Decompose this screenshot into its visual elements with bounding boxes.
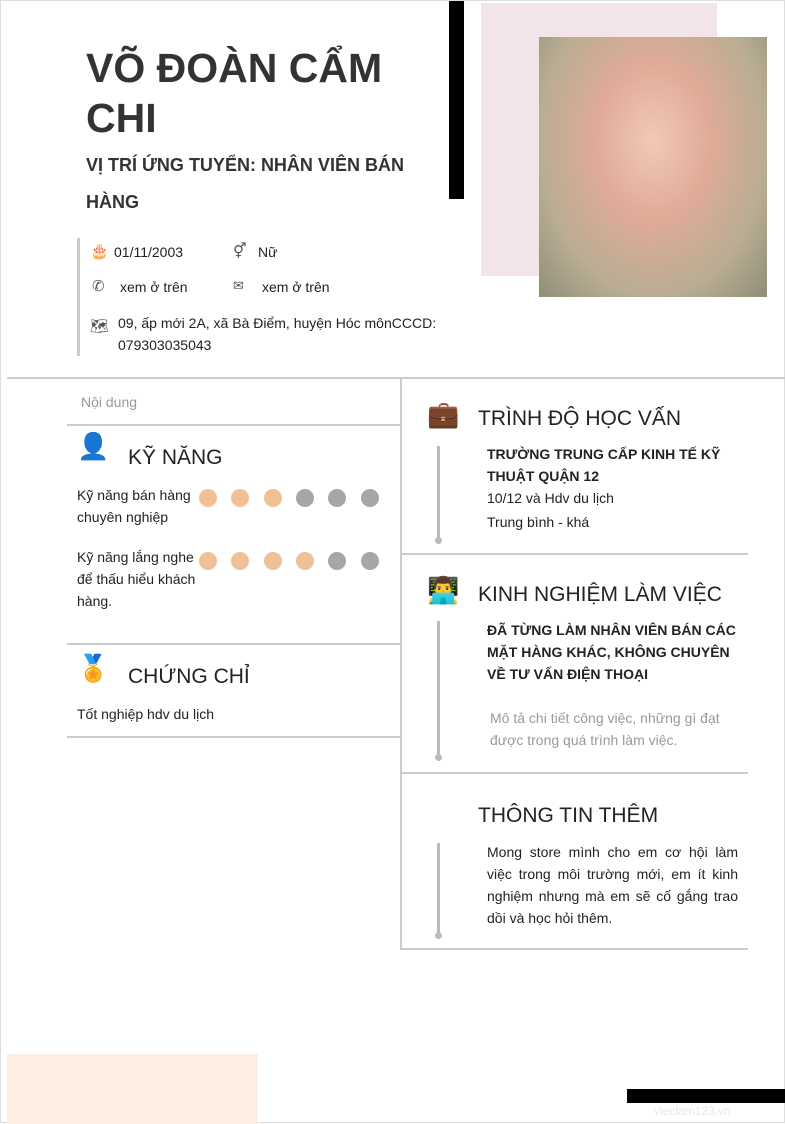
timeline-line — [437, 446, 440, 540]
extra-title: THÔNG TIN THÊM — [478, 804, 659, 827]
birthday: 01/11/2003 — [114, 244, 184, 260]
education-grade: Trung bình - khá — [487, 514, 590, 530]
skill-dot-empty — [328, 552, 346, 570]
skill-dot-empty — [361, 489, 379, 507]
skill-name: Kỹ năng lắng nghe để thấu hiểu khách hàng. — [77, 549, 196, 609]
divider — [402, 948, 748, 950]
head-idea-icon: 👤 — [77, 431, 110, 461]
timeline-line — [437, 621, 440, 757]
skill-dot-filled — [264, 552, 282, 570]
decor-black-bar — [449, 1, 464, 199]
worker-laptop-icon: 👨‍💻 — [427, 575, 460, 605]
skill-dot-empty — [296, 489, 314, 507]
school-name: TRƯỜNG TRUNG CẤP KINH TẾ KỸ THUẬT QUẬN 12 — [487, 446, 721, 484]
map-icon: 🗺 — [90, 318, 110, 335]
experience-role: ĐÃ TỪNG LÀM NHÂN VIÊN BÁN CÁC MẶT HÀNG KHÁC, KHÔNG CHUYÊN VỀ TƯ VẤN ĐIỆN THOẠI — [487, 622, 736, 682]
divider — [402, 553, 748, 555]
skill-dot-filled — [231, 552, 249, 570]
divider — [67, 424, 401, 426]
content-placeholder[interactable]: Nội dung — [81, 394, 138, 410]
email: xem ở trên — [262, 279, 330, 295]
skill-dot-filled — [231, 489, 249, 507]
watermark: vieclam123.vn — [654, 1104, 731, 1118]
divider — [402, 772, 748, 774]
profile-photo — [539, 37, 767, 297]
phone: xem ở trên — [120, 279, 188, 295]
skill-dot-filled — [199, 552, 217, 570]
skill-dot-filled — [264, 489, 282, 507]
skill-dot-filled — [199, 489, 217, 507]
phone-icon: ✆ — [92, 278, 105, 295]
address: 09, ấp mới 2A, xã Bà Điểm, huyện Hóc mônCCCD: 079303035043 — [118, 315, 437, 353]
candidate-name: VÕ ĐOÀN CẨM CHI — [86, 45, 383, 141]
skill-name: Kỹ năng bán hàng chuyên nghiệp — [77, 487, 191, 525]
birthday-cake-icon: 🎂 — [90, 243, 109, 260]
applied-position: VỊ TRÍ ỨNG TUYỂN: NHÂN VIÊN BÁN HÀNG — [86, 155, 404, 212]
education-detail: 10/12 và Hdv du lịch — [487, 490, 614, 506]
certificate-badge-icon: 🏅 — [77, 653, 110, 683]
briefcase-icon: 💼 — [427, 399, 460, 429]
divider — [67, 736, 401, 738]
gender: Nữ — [258, 244, 278, 260]
divider — [67, 643, 401, 645]
gender-icon: ⚥ — [233, 243, 247, 260]
skill-dot-empty — [328, 489, 346, 507]
contact-info — [77, 238, 80, 356]
decor-peach-block — [7, 1054, 258, 1124]
certificates-title: CHỨNG CHỈ — [128, 665, 250, 688]
skills-title: KỸ NĂNG — [128, 446, 223, 469]
skill-dot-filled — [296, 552, 314, 570]
timeline-line — [437, 843, 440, 935]
email-icon: ✉ — [233, 278, 244, 293]
column-divider — [400, 379, 402, 950]
extra-text: Mong store mình cho em cơ hội làm việc trong môi trường mới, em ít kinh nghiệm nhưng mà em sẽ cố gắng trao dồi và học hỏi thêm. — [487, 844, 738, 926]
skill-dot-empty — [361, 552, 379, 570]
divider — [7, 377, 785, 379]
experience-title: KINH NGHIỆM LÀM VIỆC — [478, 583, 722, 606]
certificate-text: Tốt nghiệp hdv du lịch — [77, 706, 214, 722]
education-title: TRÌNH ĐỘ HỌC VẤN — [478, 407, 682, 430]
experience-description: Mô tả chi tiết công việc, những gì đạt được trong quá trình làm việc. — [490, 710, 720, 748]
decor-black-bar — [627, 1089, 785, 1103]
